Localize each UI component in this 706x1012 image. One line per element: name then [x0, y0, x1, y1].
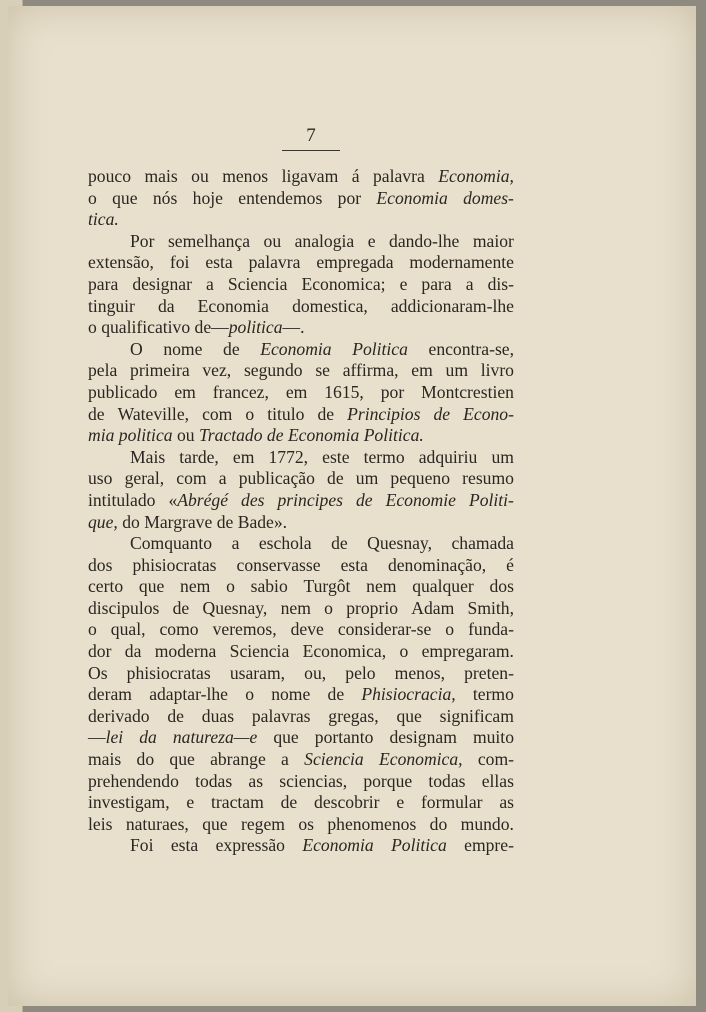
word: de—politica—. — [194, 317, 305, 338]
word: Adam — [411, 597, 455, 618]
word: todas — [428, 770, 466, 791]
text-line — [88, 771, 514, 793]
word: se — [315, 360, 330, 381]
word: mundo. — [460, 813, 514, 834]
word: Por — [130, 230, 155, 251]
word: expressão — [215, 835, 285, 856]
word: mais — [144, 166, 178, 186]
word: regem — [240, 813, 285, 834]
word: palavras — [251, 705, 311, 726]
text-line — [88, 339, 514, 361]
word: Economia, — [438, 166, 514, 186]
word: Tractado — [198, 425, 263, 446]
word: empregaram. — [421, 641, 514, 662]
word: proprio — [346, 597, 399, 618]
text-line — [88, 404, 514, 426]
word: Quesnay, — [367, 533, 432, 554]
word: derivado — [88, 705, 150, 726]
word: com- — [477, 749, 514, 770]
text-line — [88, 252, 514, 274]
word: de — [433, 403, 451, 424]
word: que — [138, 576, 165, 597]
text-line — [88, 512, 514, 534]
word: moderna — [154, 641, 217, 662]
word: Mais — [130, 446, 166, 467]
word: modernamente — [409, 252, 514, 273]
word: ou — [176, 425, 195, 446]
word: leis — [88, 813, 113, 834]
text-line — [88, 382, 514, 404]
word: chamada — [451, 533, 514, 554]
word: dando-lhe — [389, 230, 460, 251]
word: designam — [389, 727, 457, 748]
word: Politica. — [363, 425, 424, 446]
word: pouco — [88, 166, 131, 186]
word: em — [174, 381, 196, 402]
word: termo — [472, 684, 514, 705]
word: adaptar-lhe — [149, 684, 228, 705]
word: Margrave — [144, 511, 213, 532]
word: significam — [439, 705, 514, 726]
word: nome — [163, 338, 203, 359]
word: phisiocratas — [126, 662, 211, 683]
word: sabio — [250, 576, 288, 597]
word: por — [380, 381, 405, 402]
text-line — [88, 360, 514, 382]
word: este — [322, 446, 350, 467]
word: formular — [420, 792, 483, 813]
text-line — [88, 447, 514, 469]
word: Phisiocracia, — [361, 684, 456, 705]
word: o — [226, 576, 235, 597]
word: o — [445, 619, 455, 640]
word: primeira — [130, 360, 190, 381]
word: publicado — [88, 381, 158, 402]
word: designar — [132, 273, 192, 294]
word: o — [324, 597, 333, 618]
word: Smith, — [467, 597, 514, 618]
word: Sciencia — [229, 641, 290, 662]
word: maior — [472, 230, 514, 251]
word: Wateville, — [117, 403, 190, 424]
word: o — [88, 317, 97, 338]
word: nem — [180, 576, 211, 597]
word: livro — [480, 360, 514, 381]
text-line — [88, 663, 514, 685]
word: termo — [363, 446, 405, 467]
word: geral, — [124, 468, 165, 489]
word: discipulos — [88, 597, 160, 618]
word: Economia — [287, 425, 360, 446]
word: —lei — [88, 727, 124, 748]
word: e — [186, 792, 195, 813]
word: phenomenos — [327, 813, 417, 834]
word: tarde, — [179, 446, 219, 467]
word: affirma, — [342, 360, 399, 381]
word: 1615, — [324, 381, 364, 402]
word: des — [241, 489, 265, 510]
word: como — [159, 619, 199, 640]
word: um — [445, 360, 469, 381]
word: a — [281, 749, 289, 770]
word: hoje — [192, 187, 223, 208]
word: que — [396, 705, 422, 726]
word: O — [130, 338, 143, 359]
word: Quesnay, — [202, 597, 268, 618]
text-line — [88, 576, 514, 598]
word: de — [223, 338, 240, 359]
text-line — [88, 231, 514, 253]
word: mais — [88, 749, 122, 770]
word: abrange — [210, 749, 266, 770]
word: todas — [195, 770, 233, 791]
word: Montcrestien — [421, 381, 514, 402]
word: resumo — [462, 468, 514, 489]
word: com — [176, 468, 207, 489]
word: tractam — [211, 792, 264, 813]
word: dis- — [487, 273, 514, 294]
text-line — [88, 317, 514, 339]
word: deve — [290, 619, 324, 640]
word: é — [506, 554, 514, 575]
word: «Abrégé — [168, 489, 229, 510]
text-line — [88, 814, 514, 836]
word: da — [139, 727, 157, 748]
word: a — [218, 468, 227, 489]
word: um — [355, 468, 379, 489]
word: Economica, — [379, 749, 463, 770]
word: naturaes, — [125, 813, 189, 834]
word: porque — [363, 770, 413, 791]
word: que, — [88, 511, 118, 532]
text-line — [88, 619, 514, 641]
word: Os — [88, 662, 108, 683]
word: investigam, — [88, 792, 170, 813]
word: ou — [263, 230, 282, 251]
word: usaram, — [229, 662, 286, 683]
word: menos, — [394, 662, 446, 683]
word: intitulado — [88, 489, 156, 510]
text-line — [88, 684, 514, 706]
word: ligavam — [281, 166, 339, 186]
word: a — [465, 273, 474, 294]
text-line — [88, 296, 514, 318]
text-line — [88, 166, 514, 188]
word: Economia — [302, 835, 374, 856]
word: á — [351, 166, 360, 186]
text-line — [88, 425, 514, 447]
word: as — [499, 792, 514, 813]
word: que — [112, 187, 138, 208]
word: Politica — [391, 835, 447, 856]
word: de — [216, 511, 234, 532]
word: palavra — [248, 252, 301, 273]
word: que — [273, 727, 299, 748]
word: em — [411, 360, 433, 381]
word: dor — [88, 641, 112, 662]
word: Economia — [260, 338, 332, 359]
word: preten- — [464, 662, 514, 683]
word: ou, — [304, 662, 327, 683]
text-line — [88, 533, 514, 555]
word: considerar-se — [337, 619, 432, 640]
word: de — [172, 597, 190, 618]
word: o — [245, 403, 255, 424]
word: um — [491, 446, 514, 467]
word: o — [88, 187, 97, 208]
word: portanto — [314, 727, 374, 748]
word: ellas — [481, 770, 514, 791]
word: dos — [489, 576, 514, 597]
word: muito — [472, 727, 514, 748]
word: empre- — [464, 835, 514, 856]
word: nome — [271, 684, 311, 705]
word: em — [285, 381, 308, 402]
word: esta — [170, 835, 199, 856]
page-number: 7 — [306, 125, 316, 146]
page-number-rule — [282, 150, 340, 151]
word: o — [88, 619, 97, 640]
word: de — [266, 425, 284, 446]
text-line — [88, 490, 514, 512]
text-line — [88, 749, 514, 771]
word: de — [317, 403, 335, 424]
word: pela — [88, 360, 118, 381]
word: Economica, — [302, 641, 387, 662]
word: qualquer — [412, 576, 474, 597]
word: francez, — [212, 381, 269, 402]
word: esta — [340, 554, 368, 575]
word: e — [396, 792, 405, 813]
text-line — [88, 209, 514, 231]
word: Sciencia — [227, 273, 288, 294]
word: eschola — [258, 533, 312, 554]
word: da — [157, 295, 175, 316]
word: de — [167, 705, 184, 726]
word: do — [122, 511, 140, 532]
text-line — [88, 598, 514, 620]
word: qualificativo — [101, 317, 191, 338]
word: Comquanto — [130, 533, 213, 554]
word: nem — [280, 597, 311, 618]
word: sciencias, — [279, 770, 348, 791]
word: Principios — [347, 403, 421, 424]
word: duas — [201, 705, 235, 726]
word: publicação — [238, 468, 315, 489]
word: descobrir — [314, 792, 380, 813]
word: Economica; — [301, 273, 386, 294]
word: esta — [205, 252, 233, 273]
word: domes- — [463, 187, 514, 208]
word: tica. — [88, 209, 119, 230]
word: de — [88, 403, 105, 424]
word: qual, — [110, 619, 146, 640]
word: politica — [118, 425, 173, 446]
word: de — [355, 489, 373, 510]
word: titulo — [267, 403, 305, 424]
word: de — [331, 533, 348, 554]
word: as — [248, 770, 264, 791]
word: que — [169, 749, 195, 770]
text-line — [88, 835, 514, 857]
word: entendemos — [238, 187, 323, 208]
word: e — [367, 230, 376, 251]
word: 1772, — [268, 446, 309, 467]
text-line — [88, 188, 514, 210]
word: mia — [88, 425, 115, 446]
word: Bade». — [237, 511, 288, 532]
word: foi — [169, 252, 190, 273]
word: Politi- — [468, 489, 514, 510]
word: Econo- — [463, 403, 514, 424]
word: com — [202, 403, 233, 424]
word: certo — [88, 576, 124, 597]
word: pelo — [345, 662, 376, 683]
word: em — [232, 446, 255, 467]
word: adquiriu — [418, 446, 478, 467]
word: empregada — [316, 252, 394, 273]
word: extensão, — [88, 252, 154, 273]
word: analogia — [294, 230, 355, 251]
word: nós — [152, 187, 178, 208]
word: vez, — [202, 360, 232, 381]
word: que — [202, 813, 228, 834]
word: o — [245, 684, 254, 705]
word: uso — [88, 468, 113, 489]
word: os — [298, 813, 314, 834]
word: gregas, — [328, 705, 379, 726]
word: para — [88, 273, 119, 294]
text-line — [88, 727, 514, 749]
word: Foi — [130, 835, 154, 856]
word: a — [231, 533, 240, 554]
word: natureza—e — [172, 727, 258, 748]
word: prehendendo — [88, 770, 179, 791]
word: por — [337, 187, 362, 208]
word: palavra — [372, 166, 425, 186]
word: principes — [277, 489, 343, 510]
text-line — [88, 641, 514, 663]
word: do — [429, 813, 448, 834]
word: ou — [191, 166, 209, 186]
word: a — [205, 273, 214, 294]
word: Economie — [385, 489, 456, 510]
word: denominação, — [387, 554, 487, 575]
word: phisiocratas — [132, 554, 217, 575]
word: e — [399, 273, 408, 294]
word: Economia — [197, 295, 269, 316]
word: o — [399, 641, 409, 662]
word: da — [124, 641, 142, 662]
word: Politica — [352, 338, 408, 359]
word: Sciencia — [304, 749, 364, 770]
word: tinguir — [88, 295, 135, 316]
word: de — [327, 684, 345, 705]
word: encontra-se, — [428, 338, 514, 359]
word: pequeno — [390, 468, 451, 489]
word: Economia — [376, 187, 448, 208]
word: deram — [88, 684, 132, 705]
word: veremos, — [212, 619, 277, 640]
text-line — [88, 555, 514, 577]
text-line — [88, 792, 514, 814]
word: addicionaram-lhe — [390, 295, 514, 316]
word: menos — [222, 166, 269, 186]
word: semelhança — [167, 230, 251, 251]
text-line — [88, 706, 514, 728]
text-line — [88, 468, 514, 490]
word: funda- — [468, 619, 514, 640]
word: Turgôt — [303, 576, 351, 597]
word: do — [136, 749, 155, 770]
word: conservasse — [236, 554, 321, 575]
word: domestica, — [292, 295, 368, 316]
word: de — [327, 468, 344, 489]
word: segundo — [243, 360, 303, 381]
word: para — [421, 273, 452, 294]
word: dos — [88, 554, 113, 575]
word: nem — [366, 576, 397, 597]
text-line — [88, 274, 514, 296]
word: de — [280, 792, 298, 813]
body-text — [88, 166, 514, 857]
